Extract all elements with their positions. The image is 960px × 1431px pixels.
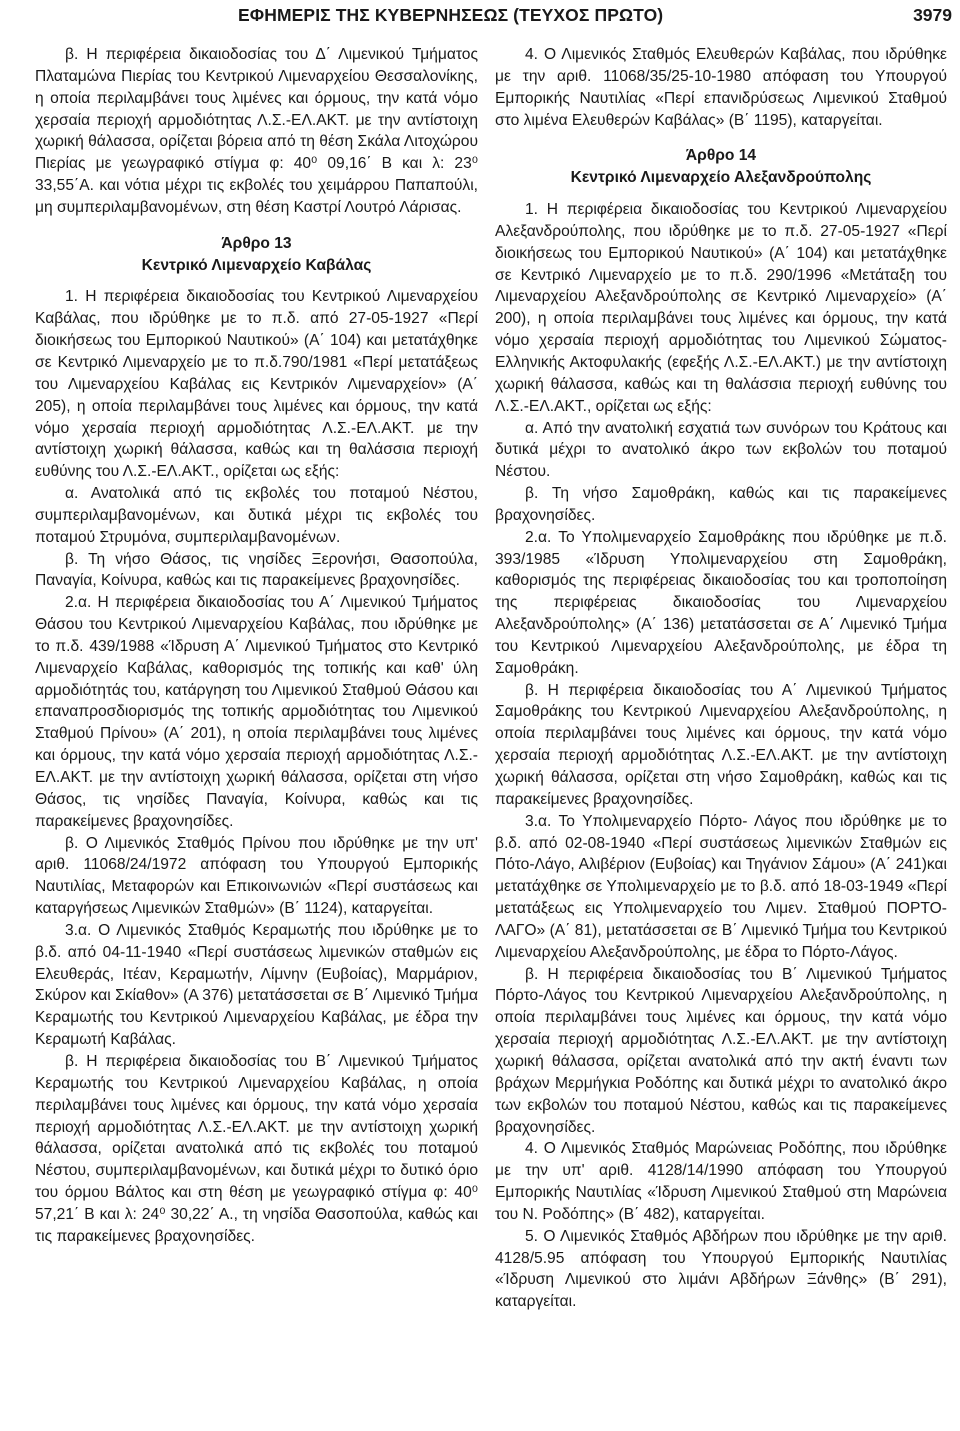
paragraph-art13-1a: α. Ανατολικά από τις εκβολές του ποταμού Νέστου, συμπεριλαμβανομένων, και δυτικά μέχρι τις εκβολές του ποταμού Στρυμόνα, συμπεριλαμβανομένων. (35, 485, 478, 546)
paragraph-art14-1: 1. Η περιφέρεια δικαιοδοσίας του Κεντρικού Λιμεναρχείου Αλεξανδρούπολης, που ιδρύθηκε με το π.δ. 27-05-1927 «Περί διοικήσεως του Εμπορικού Ναυτικού» (Α΄ 104) και μετατάχθηκε σε Κεντρικό Λιμεναρχείο με το π.δ. 290/1996 «Μετάταξη του Λιμεναρχείου Αλεξανδρούπολης σε Κεντρικό Λιμεναρχείο» (Α΄ 200), η οποία περιλαμβάνει τους λιμένες και όρμους, την κατά νόμο χερσαία περιοχή αρμοδιότητας του Λιμενικού Σώματος-Ελληνικής Ακτοφυλακής (εφεξής Λ.Σ.-ΕΛ.ΑΚΤ.) με την αντίστοιχη χωρική θάλασσα, καθώς και τη θαλάσσια περιοχή ευθύνης του Λ.Σ.-ΕΛ.ΑΚΤ., ορίζεται ως εξής: (495, 201, 947, 415)
page-number: 3979 (913, 5, 952, 25)
right-column (495, 44, 947, 1313)
paragraph-art13-3b: β. Η περιφέρεια δικαιοδοσίας του Β΄ Λιμενικού Τμήματος Κεραμωτής του Κεντρικού Λιμεναρχείου Καβάλας, η οποία περιλαμβάνει τους λιμένες και όρμους, την κατά νόμο χερσαία περιοχή αρμοδιότητας Λ.Σ.-ΕΛ.ΑΚΤ. με την αντίστοιχη χωρική θάλασσα, ορίζεται ανατολικά από τις εκβολές του ποταμού Νέστου, συμπεριλαμβανομένων, και δυτικά μέχρι το δυτικό όριο του όρμου Βάλτος και στη θέση με γεωγραφικό στίγμα φ: 40⁰ 57,21΄ Β και λ: 24⁰ 30,22΄ Α., τη νησίδα Θασοπούλα, καθώς και τις παρακείμενες βραχονησίδες. (35, 1052, 478, 1245)
paragraph-art13-2a: 2.α. Η περιφέρεια δικαιοδοσίας του Α΄ Λιμενικού Τμήματος Θάσου του Κεντρικού Λιμεναρχείου Καβάλας, που ιδρύθηκε με το π.δ. 439/1988 «Ίδρυση Α΄ Λιμενικού Τμήματος στο Κεντρικό Λιμεναρχείο Καβάλας, καθορισμός της τοπικής και καθ' ύλη αρμοδιότητάς του, κατάργηση του Λιμενικού Σταθμού Θάσου και επαναπροσδιορισμός της τοπικής αρμοδιότητας του Λιμενικού Σταθμού Πρίνου» (Α΄ 201), η οποία περιλαμβάνει τους λιμένες και όρμους, την κατά νόμο χερσαία περιοχή αρμοδιότητας Λ.Σ.-ΕΛ.ΑΚΤ. με την αντίστοιχη χωρική θάλασσα, ορίζεται στη νήσο Θάσος, τις νησίδες Παναγία, Κοίνυρα, καθώς και τις παρακείμενες βραχονησίδες. (35, 594, 478, 830)
left-column (35, 44, 478, 1248)
page-header (0, 0, 960, 34)
article-14-subtitle: Κεντρικό Λιμεναρχείο Αλεξανδρούπολης (570, 169, 872, 187)
article-13-subtitle: Κεντρικό Λιμεναρχείο Καβάλας (141, 256, 372, 274)
paragraph-art12-2b: β. Η περιφέρεια δικαιοδοσίας του Δ΄ Λιμενικού Τμήματος Πλαταμώνα Πιερίας του Κεντρικού Λιμεναρχείου Θεσσαλονίκης, η οποία περιλαμβάνει τους λιμένες και όρμους, την κατά νόμο χερσαία περιοχή αρμοδιότητας Λ.Σ.-ΕΛ.ΑΚΤ. με την αντίστοιχη χωρική θάλασσα, ορίζεται βόρεια από τη θέση Σκάλα Λιτοχώρου Πιερίας με γεωγραφικό στίγμα φ: 40⁰ 09,16΄ Β και λ: 23⁰ 33,55΄Α. και νότια μέχρι τις εκβολές του χειμάρρου Παπαπούλι, μη συμπεριλαμβανομένων, στη θέση Καστρί Λουτρό Λάρισας. (35, 46, 478, 216)
article-13-title: Άρθρο 13 (221, 234, 292, 252)
paragraph-art14-3a: 3.α. Το Υπολιμεναρχείο Πόρτο- Λάγος που ιδρύθηκε με το β.δ. από 02-08-1940 «Περί συστάσεως λιμενικών Σταθμών εις Πότο-Λάγο, Αλιβέριον (Ευβοίας) και Τηγάνιον Σάμου» (Α΄ 241)και μετατάχθηκε σε Υπολιμεναρχείο με το β.δ. από 18-03-1949 «Περί μετατάξεως εις Υπολιμεναρχείο του Λιμεν. Σταθμού ΠΟΡΤΟ- ΛΑΓΟ» (Α΄ 81), μετατάσσεται σε Β΄ Λιμενικό Τμήμα του Κεντρικού Λιμεναρχείου Αλεξανδρούπολης, με έδρα το Πόρτο-Λάγος. (495, 812, 947, 961)
paragraph-art13-1: 1. Η περιφέρεια δικαιοδοσίας του Κεντρικού Λιμεναρχείου Καβάλας, που ιδρύθηκε με το π.δ. από 27-05-1927 «Περί διοικήσεως του Εμπορικού Ναυτικού» (Α΄ 104) και μετατάχθηκε σε Κεντρικό Λιμεναρχείο με το π.δ.790/1981 «Περί μετατάξεως του Λιμεναρχείου Καβάλας εις Κεντρικόν Λιμεναρχείον» (Α΄ 205), η οποία περιλαμβάνει τους λιμένες και όρμους, την κατά νόμο χερσαία περιοχή αρμοδιότητας Λ.Σ.-ΕΛ.ΑΚΤ. με την αντίστοιχη χωρική θάλασσα, καθώς και τη θαλάσσια περιοχή ευθύνης του Λ.Σ.-ΕΛ.ΑΚΤ., ορίζεται ως εξής: (35, 288, 478, 481)
paragraph-art13-1b: β. Τη νήσο Θάσος, τις νησίδες Ξερονήσι, Θασοπούλα, Παναγία, Κοίνυρα, καθώς και τις παρακείμενες βραχονησίδες. (35, 550, 478, 590)
paragraph-art14-2b: β. Η περιφέρεια δικαιοδοσίας του Α΄ Λιμενικού Τμήματος Σαμοθράκης του Κεντρικού Λιμεναρχείου Αλεξανδρούπολης, η οποία περιλαμβάνει τους λιμένες και όρμους, την κατά νόμο χερσαία περιοχή αρμοδιότητας Λ.Σ.-ΕΛ.ΑΚΤ. με την αντίστοιχη χωρική θάλασσα, ορίζεται στη νήσο Σαμοθράκη, καθώς και τις παρακείμενες βραχονησίδες. (495, 681, 947, 808)
paragraph-art13-3a: 3.α. Ο Λιμενικός Σταθμός Κεραμωτής που ιδρύθηκε με το β.δ. από 04-11-1940 «Περί συστάσεως λιμενικών σταθμών εις Ελευθεράς, Ιτέαν, Κεραμωτήν, Λίμνην (Ευβοίας), Μαρμάριον, Σκύρον και Σκίαθον» (Α 376) μετατάσσεται σε Β΄ Λιμενικό Τμήμα Κεραμωτής του Κεντρικού Λιμεναρχείου Καβάλας, με έδρα την Κεραμωτή Καβάλας. (35, 921, 478, 1049)
paragraph-art14-4: 4. Ο Λιμενικός Σταθμός Μαρώνειας Ροδόπης, που ιδρύθηκε με την υπ' αριθ. 4128/14/1990 απόφαση του Υπουργού Εμπορικής Ναυτιλίας «Ίδρυση Λιμενικού Σταθμού στη Μαρώνεια του Ν. Ροδόπης» (Β΄ 482), καταργείται. (495, 1140, 947, 1223)
paragraph-art14-1b: β. Τη νήσο Σαμοθράκη, καθώς και τις παρακείμενες βραχονησίδες. (495, 485, 947, 524)
gazette-header-title: ΕΦΗΜΕΡΙΣ ΤΗΣ ΚΥΒΕΡΝΗΣΕΩΣ (ΤΕΥΧΟΣ ΠΡΩΤΟ) (238, 5, 664, 25)
article-14-title: Άρθρο 14 (685, 147, 757, 165)
paragraph-art14-5: 5. Ο Λιμενικός Σταθμός Αβδήρων που ιδρύθηκε με την αριθ. 4128/5.95 απόφαση του Υπουργού Εμπορικής Ναυτιλίας «Ίδρυση Λιμενικού στο λιμάνι Αβδήρων Ξάνθης» (Β΄ 291), καταργείται. (495, 1227, 947, 1311)
paragraph-art14-1a: α. Από την ανατολική εσχατιά των συνόρων του Κράτους και δυτικά μέχρι το ανατολικό άκρο των εκβολών του ποταμού Νέστου. (495, 419, 947, 481)
paragraph-art13-2b: β. Ο Λιμενικός Σταθμός Πρίνου που ιδρύθηκε με την υπ' αριθ. 11068/24/1972 απόφαση του Υπουργού Εμπορικής Ναυτιλίας, Μεταφορών και Επικοινωνιών «Περί συστάσεως και καταργήσεως Λιμενικών Σταθμών» (Β΄ 1124), καταργείται. (35, 834, 478, 918)
paragraph-art14-3b: β. Η περιφέρεια δικαιοδοσίας του Β΄ Λιμενικού Τμήματος Πόρτο-Λάγος του Κεντρικού Λιμεναρχείου Αλεξανδρούπολης, η οποία περιλαμβάνει τους λιμένες και όρμους, την κατά νόμο χερσαία περιοχή αρμοδιότητας Λ.Σ.-ΕΛ.ΑΚΤ. με την αντίστοιχη χωρική θάλασσα, ορίζεται ανατολικά από την ακτή έναντι των βράχων Μερμήγκια Ροδόπης και δυτικά μέχρι το ανατολικό άκρο των εκβολών του ποταμού Νέστου, καθώς και τις παρακείμενες βραχονησίδες. (495, 965, 947, 1136)
paragraph-art14-2a: 2.α. Το Υπολιμεναρχείο Σαμοθράκης που ιδρύθηκε με π.δ. 393/1985 «Ίδρυση Υπολιμεναρχείου στη Σαμοθράκη, καθορισμός της περιφέρειας δικαιοδοσίας του και τροποποίηση της περιφέρειας δικαιοδοσίας του Λιμεναρχείου Αλεξανδρούπολης» (Α΄ 136) μετατάσσεται σε Α΄ Λιμενικό Τμήμα του Κεντρικού Λιμεναρχείου Αλεξανδρούπολης, με έδρα τη Σαμοθράκη. (495, 528, 947, 677)
paragraph-art13-4: 4. Ο Λιμενικός Σταθμός Ελευθερών Καβάλας, που ιδρύθηκε με την αριθ. 11068/35/25-10-1980 απόφαση του Υπουργού Εμπορικής Ναυτιλίας «Περί επανιδρύσεως Λιμενικού Σταθμού στο λιμένα Ελευθερών Καβάλας» (Β΄ 1195), καταργείται. (495, 46, 947, 129)
